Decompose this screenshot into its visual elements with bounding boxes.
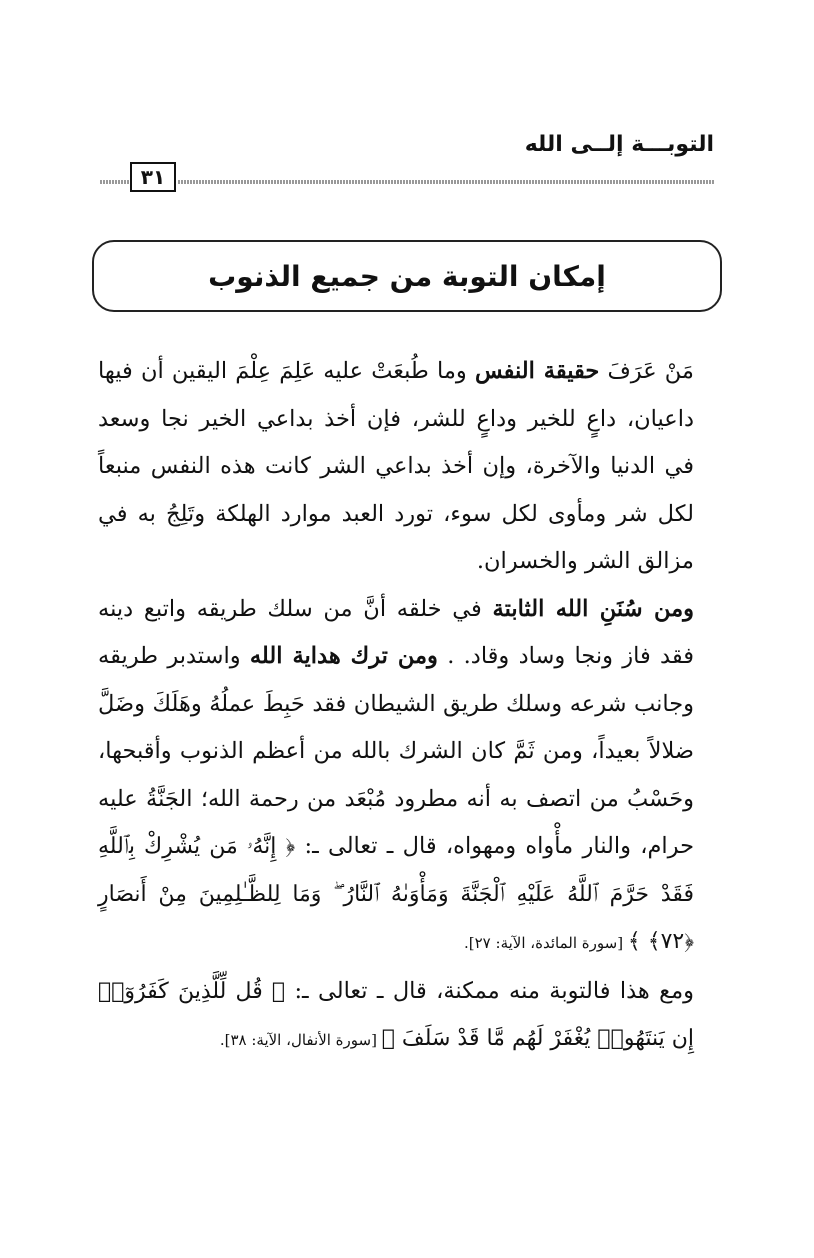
p1-text-a: مَنْ عَرَفَ bbox=[599, 358, 694, 384]
section-title: إمكان التوبة من جميع الذنوب bbox=[208, 259, 606, 293]
section-title-box bbox=[92, 240, 722, 312]
paragraph-1 bbox=[98, 348, 722, 586]
paragraph-2 bbox=[98, 586, 722, 968]
p2-text-b: واستدبر طريقه وجانب شرعه وسلك طريق الشيطان فقد حَبِطَ عملُهُ وهَلَكَ وضَلَّ ضلالاً بعيداً، ومن ثَمَّ كان الشرك بالله من أعظم الذنوب وأقبحها، وحَسْبُ من اتصف به أنه مطرود مُبْعَد من رحمة الله؛ الجَنَّةُ عليه حرام، والنار مأْواه ومهواه، قال ـ تعالى ـ: bbox=[98, 643, 694, 859]
quran-verse-2: ﴿ قُل لِّلَّذِينَ كَفَرُوٓا۟ إِن يَنتَهُوا۟ يُغْفَرْ لَهُم مَّا قَدْ سَلَفَ ﴾ bbox=[98, 978, 694, 1051]
quran-verse-1: ﴿ إِنَّهُۥ مَن يُشْرِكْ بِٱللَّهِ فَقَدْ حَرَّمَ ٱللَّهُ عَلَيْهِ ٱلْجَنَّةَ وَمَأْوَىٰهُ ٱلنَّارُ ۖ وَمَا لِلظَّـٰلِمِينَ مِنْ أَنصَارٍ ﴿٧٢﴾ ﴾ bbox=[98, 834, 694, 954]
verse-reference-1: [سورة المائدة، الآية: ٢٧]. bbox=[464, 934, 628, 952]
p3-text-a: ومع هذا فالتوبة منه ممكنة، قال ـ تعالى ـ: bbox=[285, 977, 694, 1004]
body-text bbox=[98, 348, 722, 1065]
header-rule-left bbox=[100, 180, 130, 184]
header-rule-right bbox=[178, 180, 714, 184]
p2-bold-a: ومن سُنَنِ الله الثابتة bbox=[492, 595, 694, 622]
p2-text-a: في خلقه أنَّ من سلك طريقه واتبع دينه فقد فاز ونجا وساد وقاد. . bbox=[98, 595, 694, 669]
running-title: التوبـــة إلــى الله bbox=[524, 132, 714, 157]
page-number: ٣١ bbox=[130, 162, 176, 192]
p1-bold-a: حقيقة النفس bbox=[474, 358, 600, 384]
p1-text-b: وما طُبعَتْ عليه عَلِمَ عِلْمَ اليقين أن فيها داعيان، داعٍ للخير وداعٍ للشر، فإن أخذ بداعي الخير نجا وسعد في الدنيا والآخرة، وإن أخذ بداعي الشر كانت هذه النفس منبعاً لكل شر ومأوى لكل سوء، تورد العبد موارد الهلكة وتَلِجُ به في مزالق الشر والخسران. bbox=[98, 358, 694, 574]
verse-reference-2: [سورة الأنفال، الآية: ٣٨]. bbox=[219, 1031, 382, 1049]
paragraph-3 bbox=[98, 968, 722, 1065]
p2-bold-b: ومن ترك هداية الله bbox=[249, 643, 438, 669]
